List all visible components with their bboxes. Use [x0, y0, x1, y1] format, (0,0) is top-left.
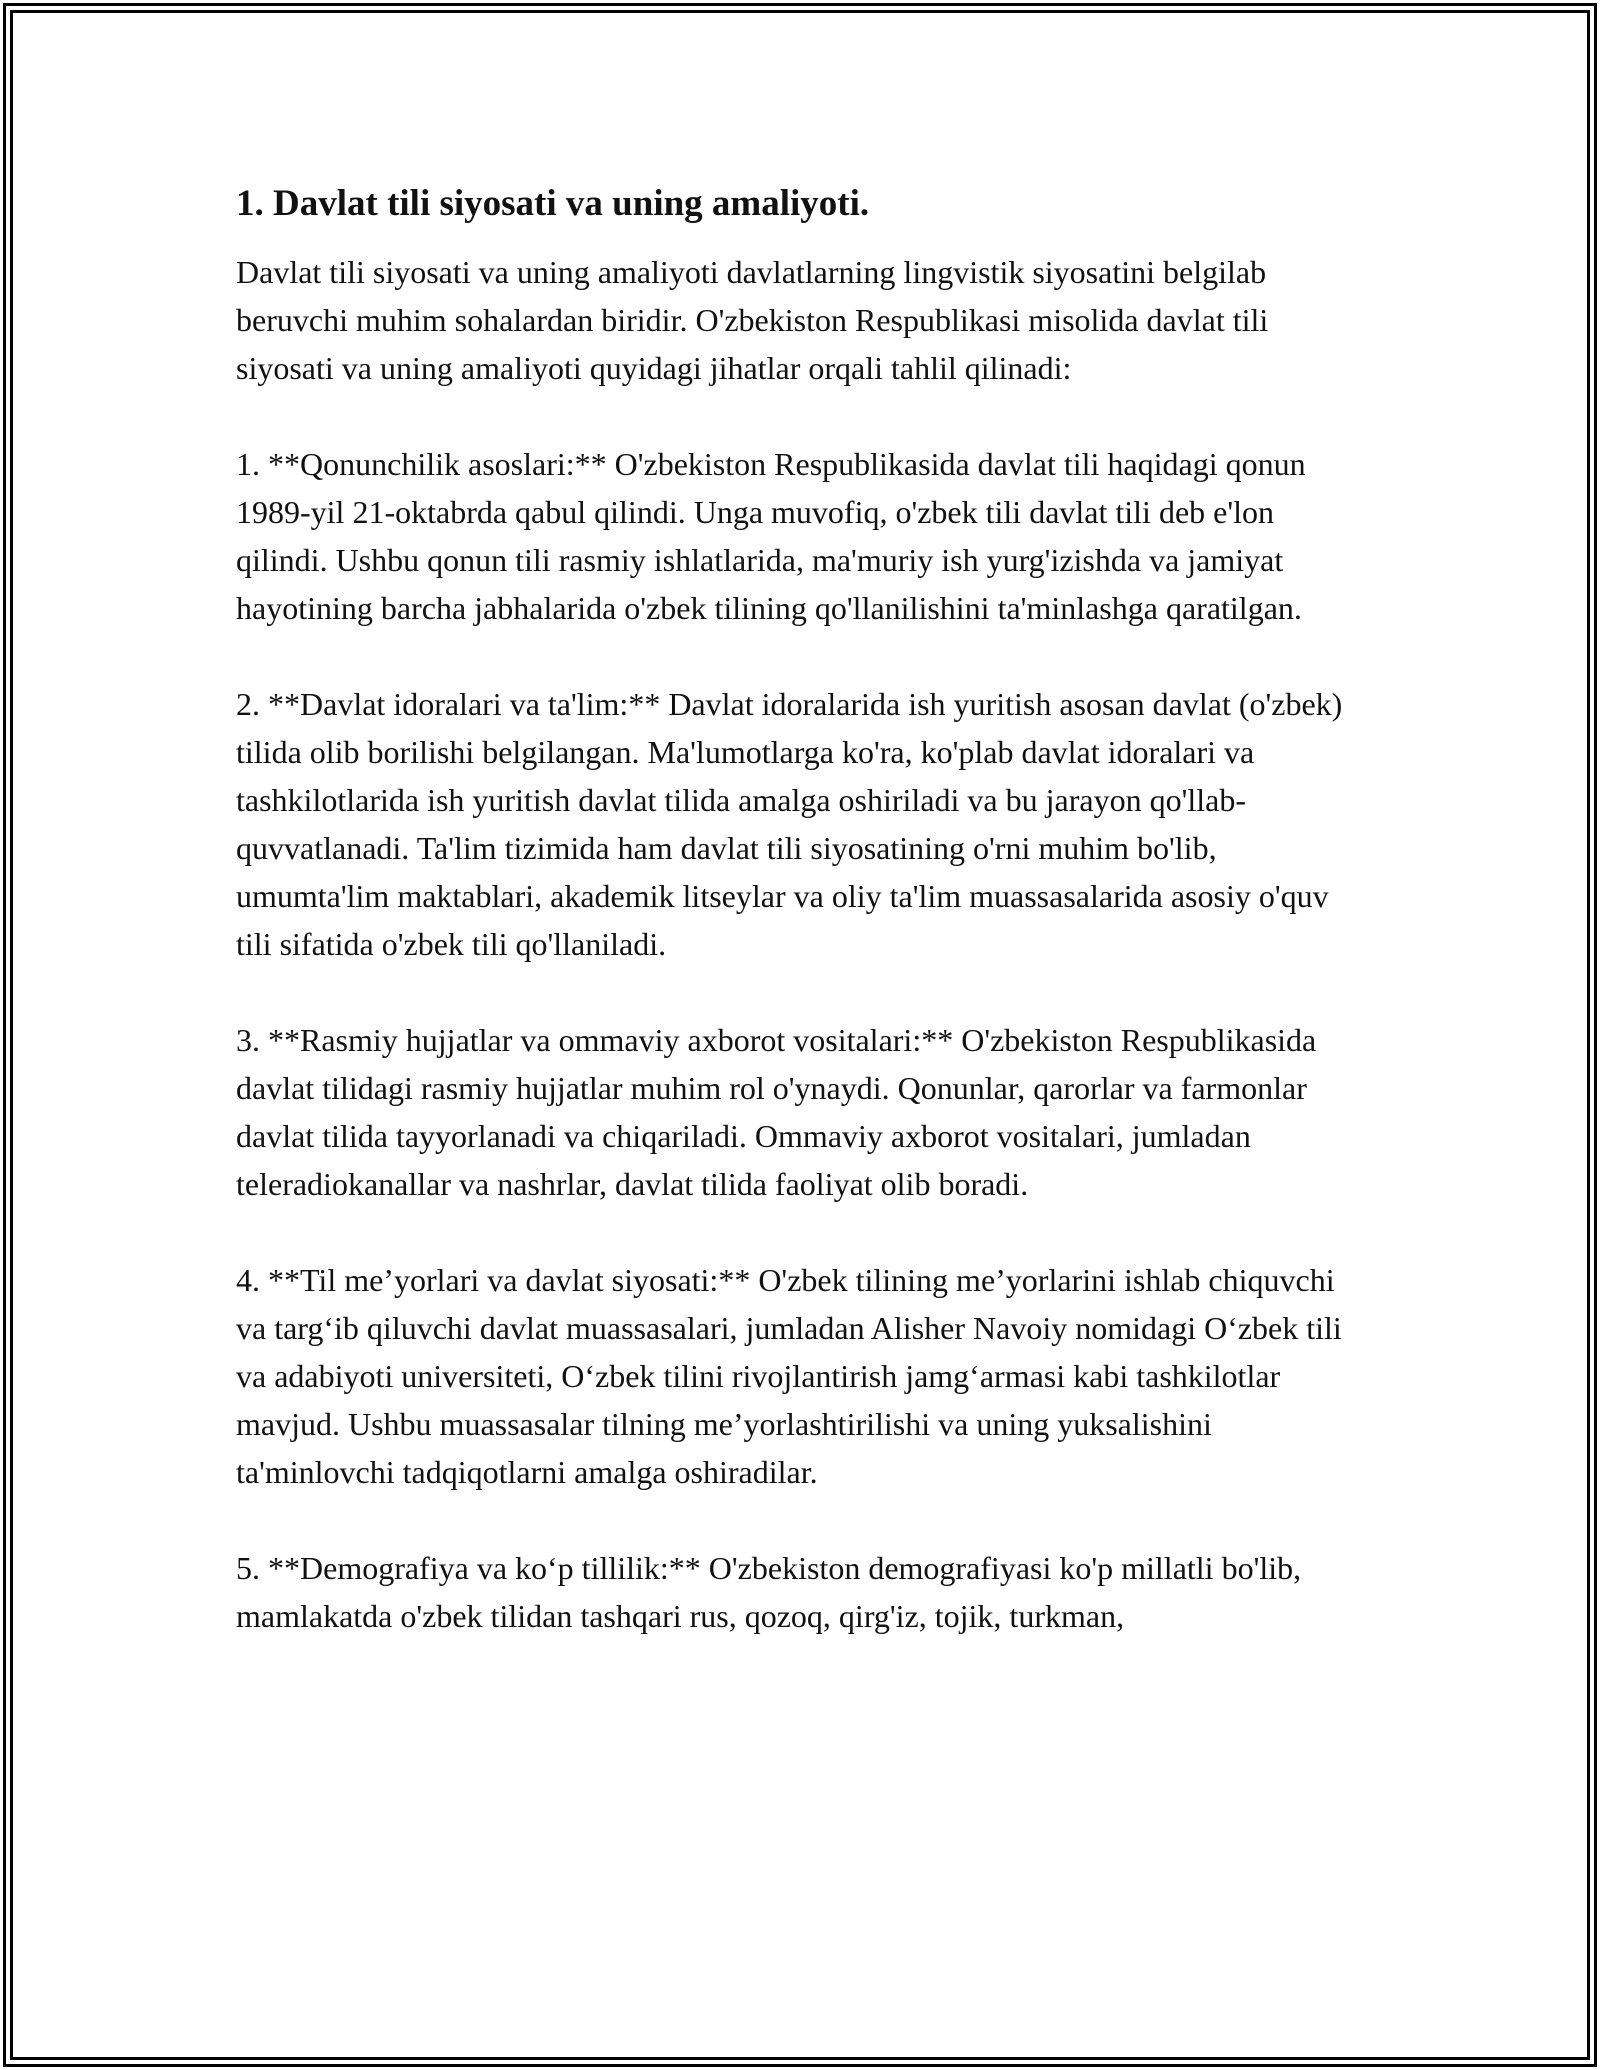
- paragraph-official-documents-media: 3. **Rasmiy hujjatlar va ommaviy axborot vositalari:** O'zbekiston Respublikasida davlat tilidagi rasmiy hujjatlar muhim rol o'ynaydi. Qonunlar, qarorlar va farmonlar davlat tilida tayyorlanadi va chiqariladi. Ommaviy axborot vositalari, jumladan teleradiokanallar va nashrlar, davlat tilida faoliyat olib boradi.: [236, 1022, 1317, 1203]
- paragraph-language-norms: 4. **Til me’yorlari va davlat siyosati:** O'zbek tilining me’yorlarini ishlab chiquvchi va targ‘ib qiluvchi davlat muassasalari, jumladan Alisher Navoiy nomidagi O‘zbek tili va adabiyoti universiteti, O‘zbek tilini rivojlantirish jamg‘armasi kabi tashkilotlar mavjud. Ushbu muassasalar tilning me’yorlashtirilishi va uning yuksalishini ta'minlovchi tadqiqotlarni amalga oshiradilar.: [236, 1262, 1342, 1491]
- paragraph-government-education: 2. **Davlat idoralari va ta'lim:** Davlat idoralarida ish yuritish asosan davlat (o'zbek) tilida olib borilishi belgilangan. Ma'lumotlarga ko'ra, ko'plab davlat idoralari va tashkilotlarida ish yuritish davlat tilida amalga oshiriladi va bu jarayon qo'llab-quvvatlanadi. Ta'lim tizimida ham davlat tili siyosatining o'rni muhim bo'lib, umumta'lim maktablari, akademik litseylar va oliy ta'lim muassasalarida asosiy o'quv tili sifatida o'zbek tili qo'llaniladi.: [236, 686, 1343, 963]
- document-title: 1. Davlat tili siyosati va uning amaliyoti.: [236, 183, 870, 224]
- document-body: [236, 180, 1366, 1688]
- intro-paragraph: Davlat tili siyosati va uning amaliyoti davlatlarning lingvistik siyosatini belgilab beruvchi muhim sohalardan biridir. O'zbekiston Respublikasi misolida davlat tili siyosati va uning amaliyoti quyidagi jihatlar orqali tahlil qilinadi:: [236, 254, 1269, 387]
- paragraph-demography: 5. **Demografiya va ko‘p tillilik:** O'zbekiston demografiyasi ko'p millatli bo'lib, mamlakatda o'zbek tilidan tashqari rus, qozoq, qirg'iz, tojik, turkman,: [236, 1550, 1302, 1635]
- paragraph-legislation: 1. **Qonunchilik asoslari:** O'zbekiston Respublikasida davlat tili haqidagi qonun 1989-yil 21-oktabrda qabul qilindi. Unga muvofiq, o'zbek tili davlat tili deb e'lon qilindi. Ushbu qonun tili rasmiy ishlatlarida, ma'muriy ish yurg'izishda va jamiyat hayotining barcha jabhalarida o'zbek tilining qo'llanilishini ta'minlashga qaratilgan.: [236, 446, 1306, 627]
